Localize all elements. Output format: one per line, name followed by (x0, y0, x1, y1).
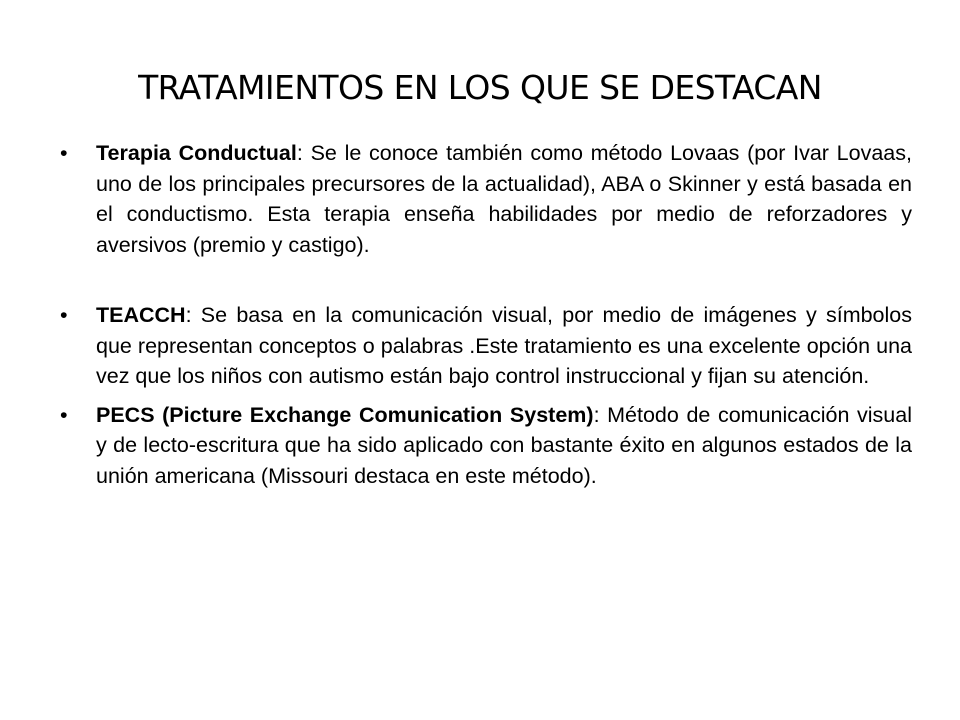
bullet-text: : Se basa en la comunicación visual, por medio de imágenes y símbolos que representan conceptos o palabras .Este tratamiento es una excelente opción una vez que los niños con autismo están bajo control instruccional y fijan su atención. (96, 303, 912, 388)
bullet-list (56, 138, 912, 491)
slide-title: TRATAMIENTOS EN LOS QUE SE DESTACAN (138, 68, 822, 107)
bullet-item-terapia-conductual (56, 138, 912, 260)
bullet-text: : Se le conoce también como método Lovaas (por Ivar Lovaas, uno de los principales precursores de la actualidad), ABA o Skinner y está basada en el conductismo. Esta terapia enseña habilidades por medio de reforzadores y aversivos (premio y castigo). (96, 141, 912, 257)
bullet-term: PECS (Picture Exchange Comunication System) (96, 402, 594, 427)
bullet-icon: • (60, 303, 68, 327)
bullet-item-pecs (56, 400, 912, 492)
bullet-term: TEACCH (96, 303, 186, 327)
bullet-item-teacch (56, 300, 912, 392)
bullet-text: : Método de comunicación visual y de lecto-escritura que ha sido aplicado con bastante éxito en algunos estados de la unión americana (Missouri destaca en este método). (96, 402, 912, 488)
bullet-term: Terapia Conductual (96, 141, 297, 165)
bullet-icon: • (60, 141, 68, 165)
bullet-icon: • (60, 402, 68, 427)
